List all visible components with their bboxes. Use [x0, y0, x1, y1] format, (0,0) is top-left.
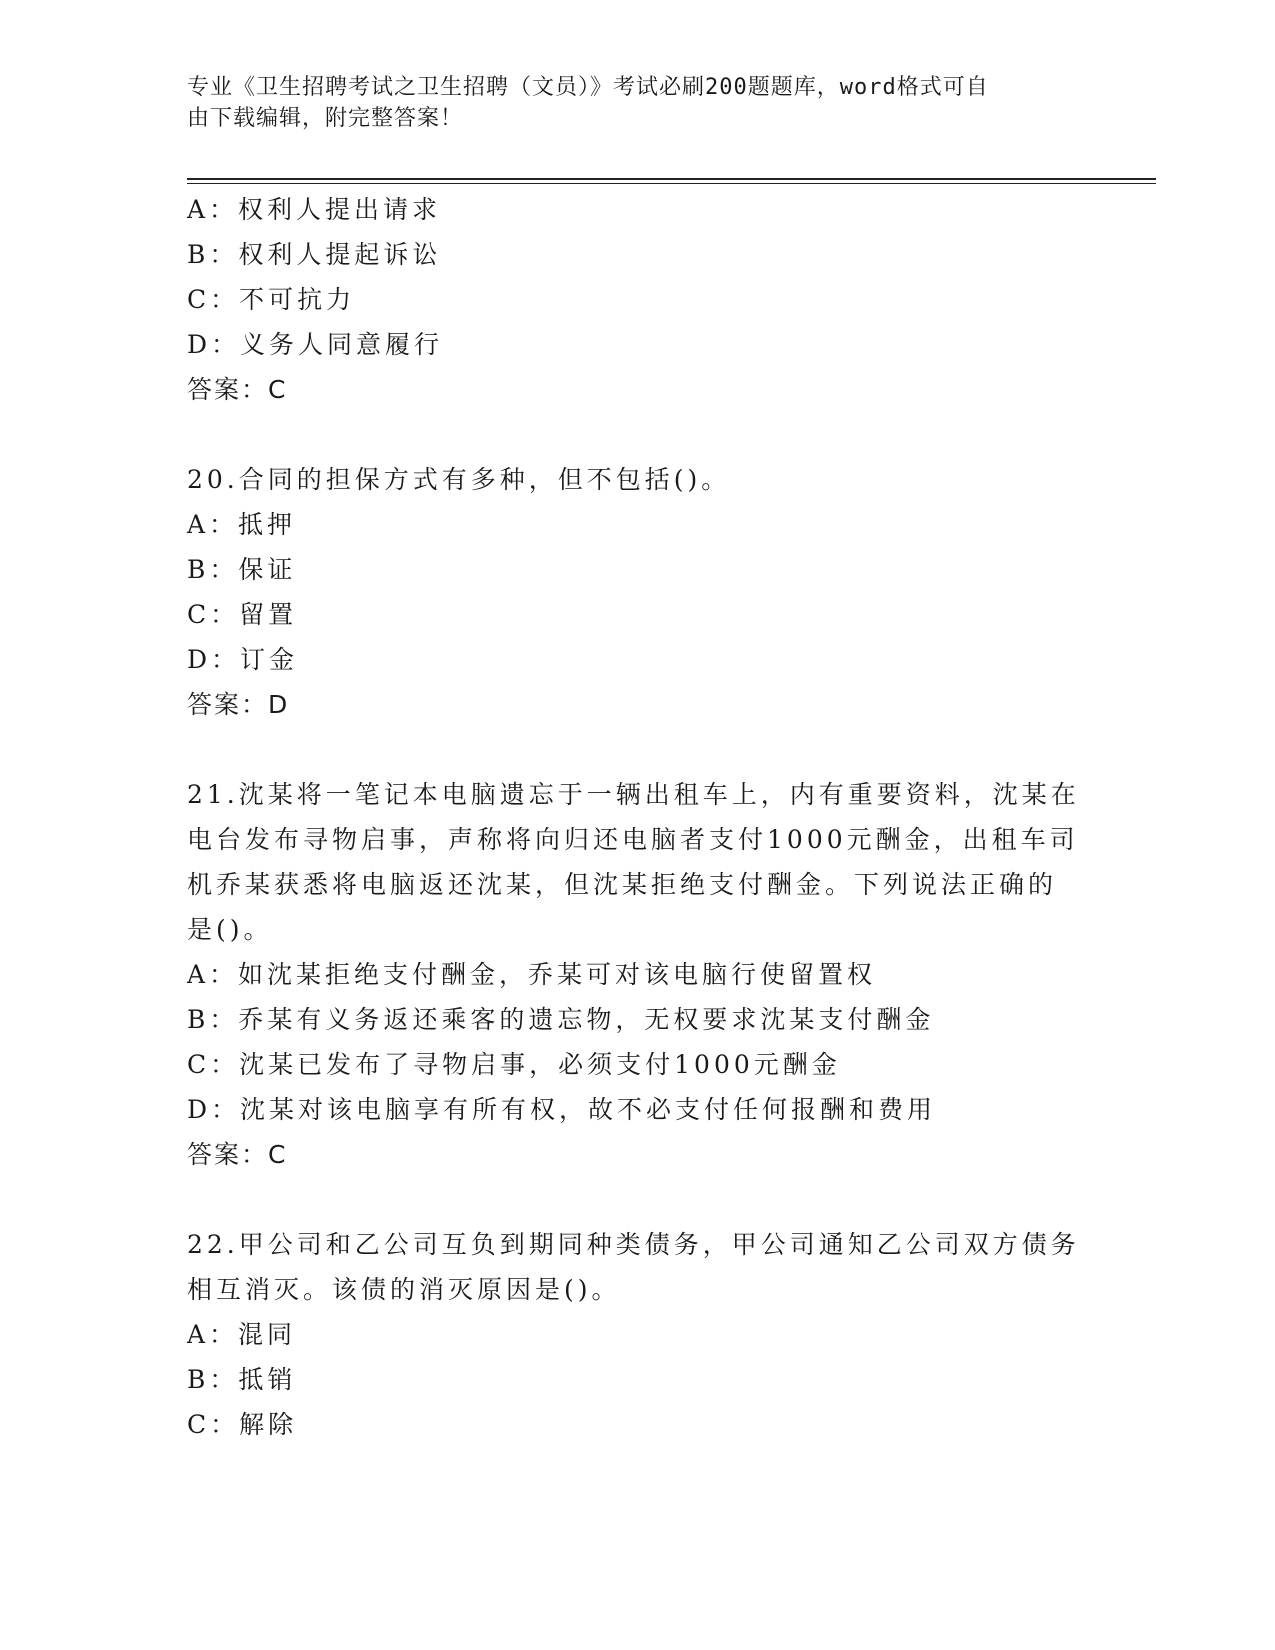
header-line-2: 由下载编辑，附完整答案！ [187, 106, 464, 131]
document-header [187, 72, 1087, 134]
option-a: A：混同 [187, 1320, 297, 1349]
question-stem-line: 21.沈某将一笔记本电脑遗忘于一辆出租车上，内有重要资料，沈某在 [187, 780, 1080, 809]
question-stem-line: 电台发布寻物启事，声称将向归还电脑者支付1000元酬金，出租车司 [187, 825, 1079, 854]
answer-line: 答案：D [187, 690, 290, 719]
option-c: C：留置 [187, 600, 298, 629]
option-d: D：订金 [187, 645, 299, 674]
question-stem-line: 22.甲公司和乙公司互负到期同种类债务，甲公司通知乙公司双方债务 [187, 1230, 1080, 1259]
question-stem-line: 机乔某获悉将电脑返还沈某，但沈某拒绝支付酬金。下列说法正确的 [187, 870, 1058, 899]
option-c: C：解除 [187, 1410, 298, 1439]
header-line-1: 专业《卫生招聘考试之卫生招聘（文员）》考试必刷200题题库，word格式可自 [187, 75, 989, 100]
option-b: B：抵销 [187, 1365, 297, 1394]
option-a: A：抵押 [187, 510, 297, 539]
question-stem-line: 是()。 [187, 915, 273, 944]
question-stem: 20.合同的担保方式有多种，但不包括()。 [187, 465, 731, 494]
question-stem-line: 相互消灭。该债的消灭原因是()。 [187, 1275, 621, 1304]
option-c: C：沈某已发布了寻物启事，必须支付1000元酬金 [187, 1050, 841, 1079]
option-d: D：义务人同意履行 [187, 330, 444, 359]
option-b: B：权利人提起诉讼 [187, 240, 442, 269]
option-a: A：权利人提出请求 [187, 195, 442, 224]
option-c: C：不可抗力 [187, 285, 356, 314]
option-a: A：如沈某拒绝支付酬金，乔某可对该电脑行使留置权 [187, 960, 877, 989]
header-rule-thick [187, 178, 1156, 180]
header-rule-thin [187, 183, 1156, 184]
answer-line: 答案：C [187, 375, 288, 404]
option-d: D：沈某对该电脑享有所有权，故不必支付任何报酬和费用 [187, 1095, 937, 1124]
option-b: B：乔某有义务返还乘客的遗忘物，无权要求沈某支付酬金 [187, 1005, 935, 1034]
answer-line: 答案：C [187, 1140, 288, 1169]
option-b: B：保证 [187, 555, 297, 584]
